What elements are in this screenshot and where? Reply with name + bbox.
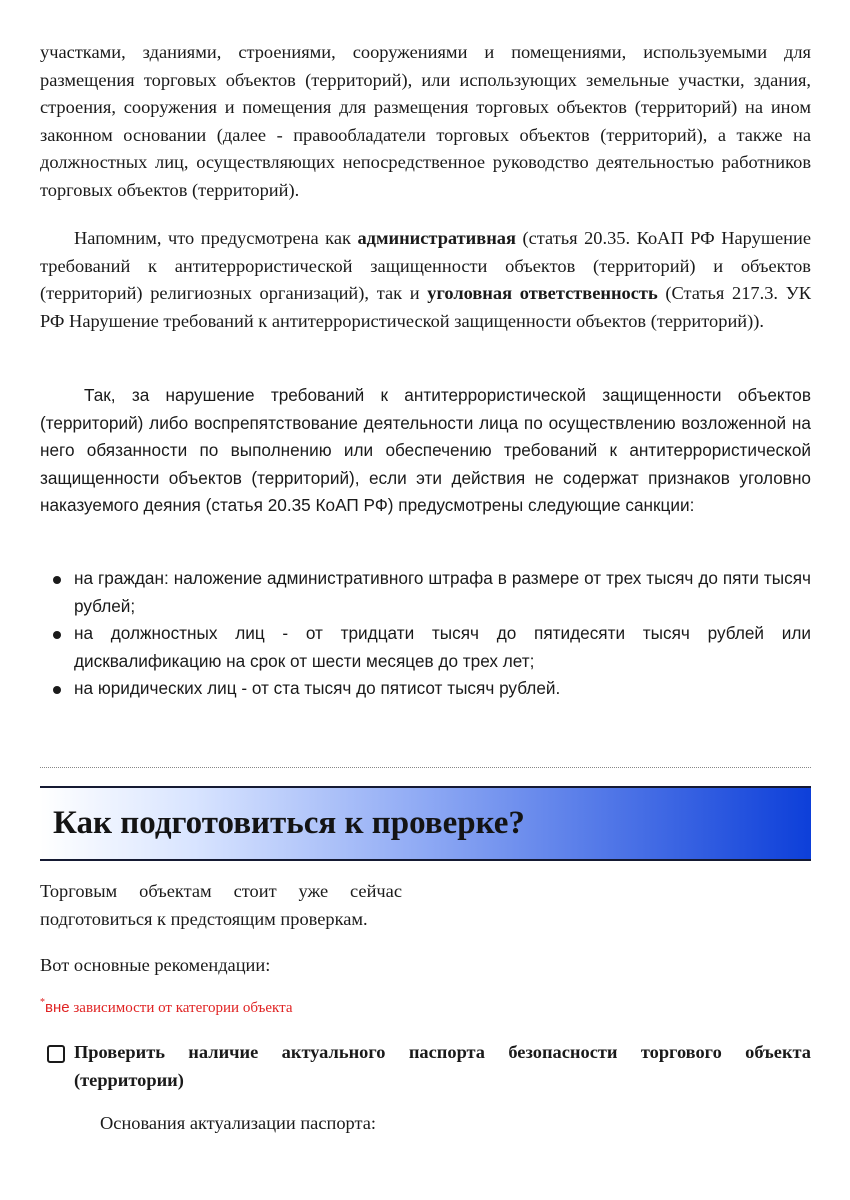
paragraph-rights-holders: участками, зданиями, строениями, сооружениями и помещениями, используемыми для размещения торговых объектов (территорий), или использующих земельные участки, здания, строения, сооружения и помещения для размещения торговых объектов (территорий) на ином законном основании (далее - правообладатели торговых объектов (территорий), а также на должностных лиц, осуществляющих непосредственное руководство деятельностью работников торговых объектов (территорий).	[40, 42, 811, 200]
reminder-bold-administrative: административная	[357, 228, 516, 248]
sanction-citizens: на граждан: наложение административного штрафа в размере от трех тысяч до пяти тысяч рублей;	[74, 568, 811, 616]
sanction-legal-entities: на юридических лиц - от ста тысяч до пятисот тысяч рублей.	[74, 678, 561, 699]
note-rest: зависимости от категории объекта	[69, 1000, 293, 1016]
checkbox-icon[interactable]	[47, 1045, 65, 1063]
section-heading-banner	[40, 786, 811, 861]
list-item	[40, 620, 811, 675]
list-item	[40, 565, 811, 620]
note-word-ne: вне	[45, 999, 70, 1016]
sanctions-list	[40, 565, 811, 703]
note-asterisk: *	[40, 997, 45, 1008]
paragraph-liability-reminder	[40, 225, 811, 335]
section-heading: Как подготовиться к проверке?	[53, 805, 525, 841]
reminder-text-1: Напомним, что предусмотрена как	[74, 228, 358, 248]
dotted-divider	[40, 767, 811, 768]
category-note	[40, 997, 293, 1019]
checklist-item	[47, 1039, 811, 1094]
paragraph-sanctions-intro: Так, за нарушение требований к антитеррористической защищенности объектов (территорий) либо воспрепятствование деятельности лица по осуществлению возложенной на него обязанности по выполнению или обеспечению требований к антитеррористической защищенности объектов (территорий), если эти действия не содержат признаков уголовно наказуемого деяния (статья 20.35 КоАП РФ) предусмотрены следующие санкции:	[40, 385, 811, 516]
recommendations-label: Вот основные рекомендации:	[40, 955, 271, 975]
bullet-dot-icon	[53, 631, 61, 639]
bullet-dot-icon	[53, 686, 61, 694]
checklist-item-text: Проверить наличие актуального паспорта безопасности торгового объекта (территории)	[74, 1042, 811, 1090]
sanction-officials: на должностных лиц - от тридцати тысяч до пятидесяти тысяч рублей или дисквалификацию на срок от шести месяцев до трех лет;	[74, 623, 811, 671]
reminder-text-2: (статья 20.35. КоАП РФ Нарушение требований к антитеррористической защищенности объектов (территорий) и объектов (территорий) религиозных организаций), так и	[40, 228, 811, 304]
passport-update-basis-label: Основания актуализации паспорта:	[100, 1113, 377, 1133]
reminder-bold-criminal: уголовная ответственность	[427, 283, 658, 304]
reminder-text-3: (Статья 217.3. УК РФ Нарушение требований к антитеррористической защищенности объектов (территорий)).	[40, 283, 811, 331]
list-item	[40, 675, 811, 703]
paragraph-prepare-intro: Торговым объектам стоит уже сейчас подготовиться к предстоящим проверкам.	[40, 881, 402, 929]
bullet-dot-icon	[53, 576, 61, 584]
